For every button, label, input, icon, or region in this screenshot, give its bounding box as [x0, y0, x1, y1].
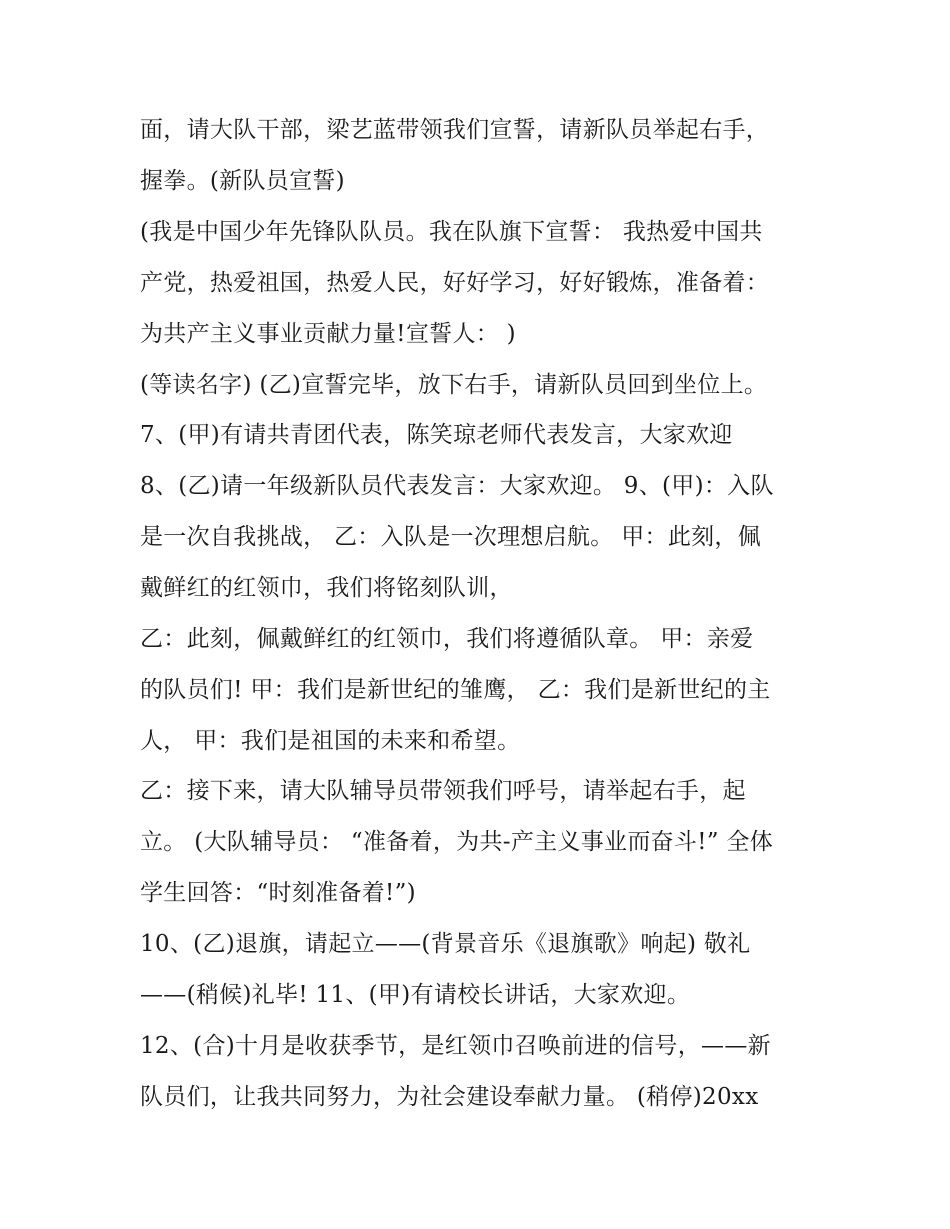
text-line: 面，请大队干部，梁艺蓝带领我们宣誓，请新队员举起右手， [140, 117, 770, 143]
text-line: 8、(乙)请一年级新队员代表发言：大家欢迎。 9、(甲)：入队 [140, 473, 774, 499]
text-line: (等读名字) (乙)宣誓完毕，放下右手，请新队员回到坐位上。 [140, 372, 768, 398]
text-line: 12、(合)十月是收获季节，是红领巾召唤前进的信号，——新 [140, 1033, 771, 1059]
text-line: 10、(乙)退旗，请起立——(背景音乐《退旗歌》响起) 敬礼 [140, 931, 751, 957]
text-line: 戴鲜红的红领巾，我们将铭刻队训， [140, 575, 513, 601]
text-line: 学生回答：“时刻准备着!”) [140, 880, 416, 906]
text-line: 人， 甲：我们是祖国的未来和希望。 [140, 728, 521, 754]
text-line: 7、(甲)有请共青团代表，陈笑琼老师代表发言，大家欢迎 [140, 422, 733, 448]
text-line: 乙：此刻，佩戴鲜红的红领巾，我们将遵循队章。 甲：亲爱 [140, 626, 754, 652]
text-line: 乙：接下来，请大队辅导员带领我们呼号，请举起右手，起 [140, 778, 746, 804]
text-line: 是一次自我挑战， 乙：入队是一次理想启航。 甲：此刻，佩 [140, 524, 762, 550]
text-line: 为共产主义事业贡献力量!宣誓人： ) [140, 321, 516, 347]
text-line: 队员们，让我共同努力，为社会建设奉献力量。 (稍停)20xx [140, 1084, 759, 1110]
text-line: ——(稍候)礼毕! 11、(甲)有请校长讲话，大家欢迎。 [140, 982, 691, 1008]
text-line: 的队员们! 甲：我们是新世纪的雏鹰， 乙：我们是新世纪的主 [140, 677, 771, 703]
text-line: 握拳。(新队员宣誓) [140, 168, 345, 194]
text-line: 立。 (大队辅导员： “准备着，为共-产主义事业而奋斗!” 全体 [140, 829, 774, 855]
text-line: 产党，热爱祖国，热爱人民，好好学习，好好锻炼，准备着： [140, 270, 770, 296]
text-line: (我是中国少年先锋队队员。我在队旗下宣誓： 我热爱中国共 [140, 219, 763, 245]
